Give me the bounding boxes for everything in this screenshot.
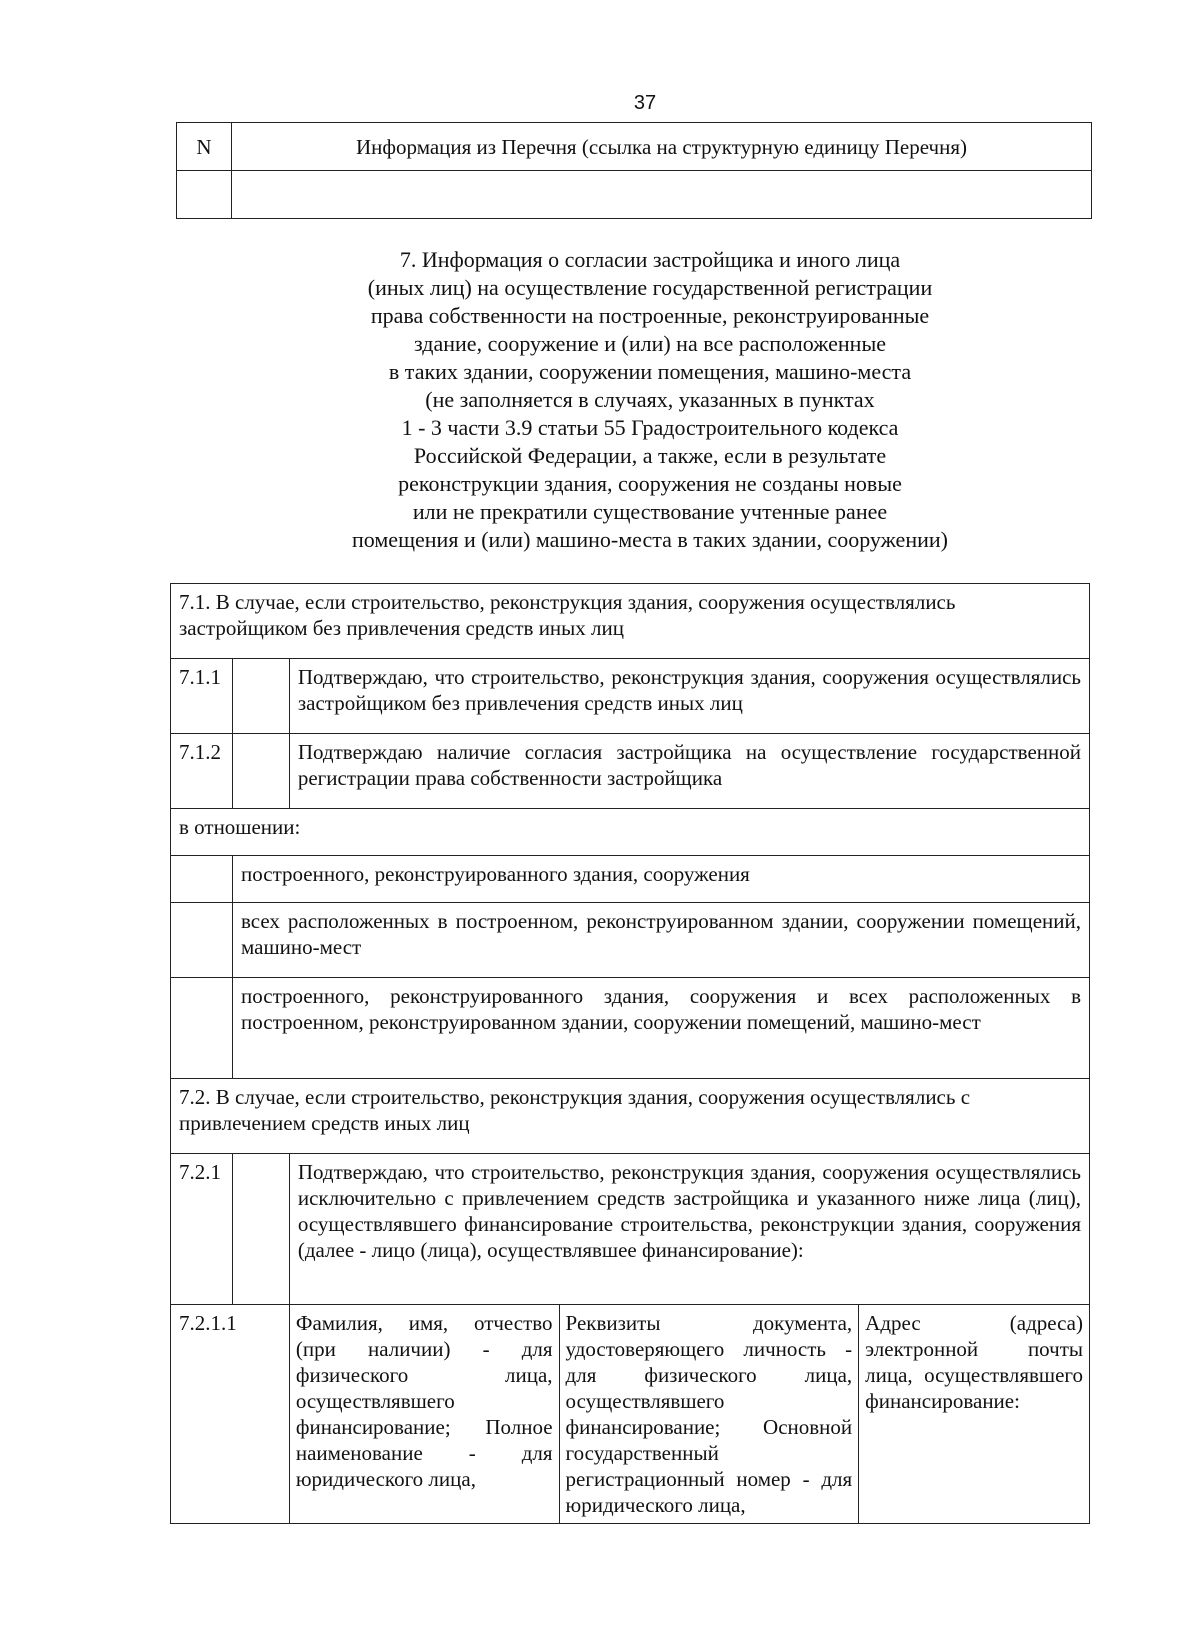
item-7-1-2-text: Подтверждаю наличие согласия застройщика на осуществление государственной регистрации права собственности застройщика: [289, 734, 1089, 809]
heading-line: 1 - 3 части 3.9 статьи 55 Градостроительного кодекса: [401, 415, 899, 440]
column-info-header: Информация из Перечня (ссылка на структурную единицу Перечня): [232, 123, 1092, 171]
consent-form-table: [170, 583, 1090, 1524]
regarding-label: в отношении:: [171, 809, 1090, 856]
financier-document-cell: Реквизиты документа, удостоверяющего личность - для физического лица, осуществлявшего финансирование; Основной государственный регистрационный номер - для юридического лица,: [559, 1305, 859, 1524]
item-7-2-1-1-number: 7.2.1.1: [171, 1305, 290, 1524]
section-7-2-title: 7.2. В случае, если строительство, реконструкция здания, сооружения осуществлялись с привлечением средств иных лиц: [171, 1079, 1090, 1154]
item-7-1-1-number: 7.1.1: [171, 659, 233, 734]
option-building-and-premises-checkbox[interactable]: [171, 978, 233, 1079]
heading-line: реконструкции здания, сооружения не созданы новые: [398, 471, 902, 496]
column-n-header: N: [177, 123, 232, 171]
option-building-checkbox[interactable]: [171, 856, 233, 903]
option-building-text: построенного, реконструированного здания, сооружения: [232, 856, 1089, 903]
heading-line: (не заполняется в случаях, указанных в пунктах: [425, 387, 875, 412]
item-7-1-2-number: 7.1.2: [171, 734, 233, 809]
reference-table: [176, 122, 1092, 219]
financier-name-cell: Фамилия, имя, отчество (при наличии) - для физического лица, осуществлявшего финансирование; Полное наименование - для юридического лица,: [289, 1305, 559, 1524]
heading-line: (иных лиц) на осуществление государственной регистрации: [367, 275, 933, 300]
heading-line: помещения и (или) машино-места в таких здании, сооружении): [352, 527, 948, 552]
item-7-1-1-checkbox[interactable]: [232, 659, 289, 734]
section-heading: [290, 246, 1010, 554]
option-building-and-premises-text: построенного, реконструированного здания, сооружения и всех расположенных в построенном, реконструированном здании, сооружении помещений, машино-мест: [232, 978, 1089, 1079]
item-7-2-1-number: 7.2.1: [171, 1154, 233, 1305]
reference-n-cell: [177, 171, 232, 219]
reference-info-cell: [232, 171, 1092, 219]
item-7-1-2-checkbox[interactable]: [232, 734, 289, 809]
item-7-2-1-text: Подтверждаю, что строительство, реконструкция здания, сооружения осуществлялись исключительно с привлечением средств застройщика и указанного ниже лица (лиц), осуществлявшего финансирование строительства, реконструкции здания, сооружения (далее - лицо (лица), осуществлявшее финансирование):: [289, 1154, 1089, 1305]
financier-email-cell: Адрес (адреса) электронной почты лица, осуществлявшего финансирование:: [859, 1305, 1090, 1524]
heading-line: или не прекратили существование учтенные ранее: [412, 499, 888, 524]
item-7-2-1-checkbox[interactable]: [232, 1154, 289, 1305]
heading-line: здание, сооружение и (или) на все расположенные: [414, 331, 886, 356]
option-premises-checkbox[interactable]: [171, 903, 233, 978]
page-number: 37: [633, 92, 657, 114]
heading-line: в таких здании, сооружении помещения, машино-места: [388, 359, 912, 384]
item-7-1-1-text: Подтверждаю, что строительство, реконструкция здания, сооружения осуществлялись застройщиком без привлечения средств иных лиц: [289, 659, 1089, 734]
option-premises-text: всех расположенных в построенном, реконструированном здании, сооружении помещений, машино-мест: [232, 903, 1089, 978]
heading-line: права собственности на построенные, реконструированные: [370, 303, 930, 328]
heading-line: 7. Информация о согласии застройщика и иного лица: [399, 247, 901, 272]
heading-line: Российской Федерации, а также, если в результате: [413, 443, 887, 468]
section-7-1-title: 7.1. В случае, если строительство, реконструкция здания, сооружения осуществлялись застройщиком без привлечения средств иных лиц: [171, 584, 1090, 659]
